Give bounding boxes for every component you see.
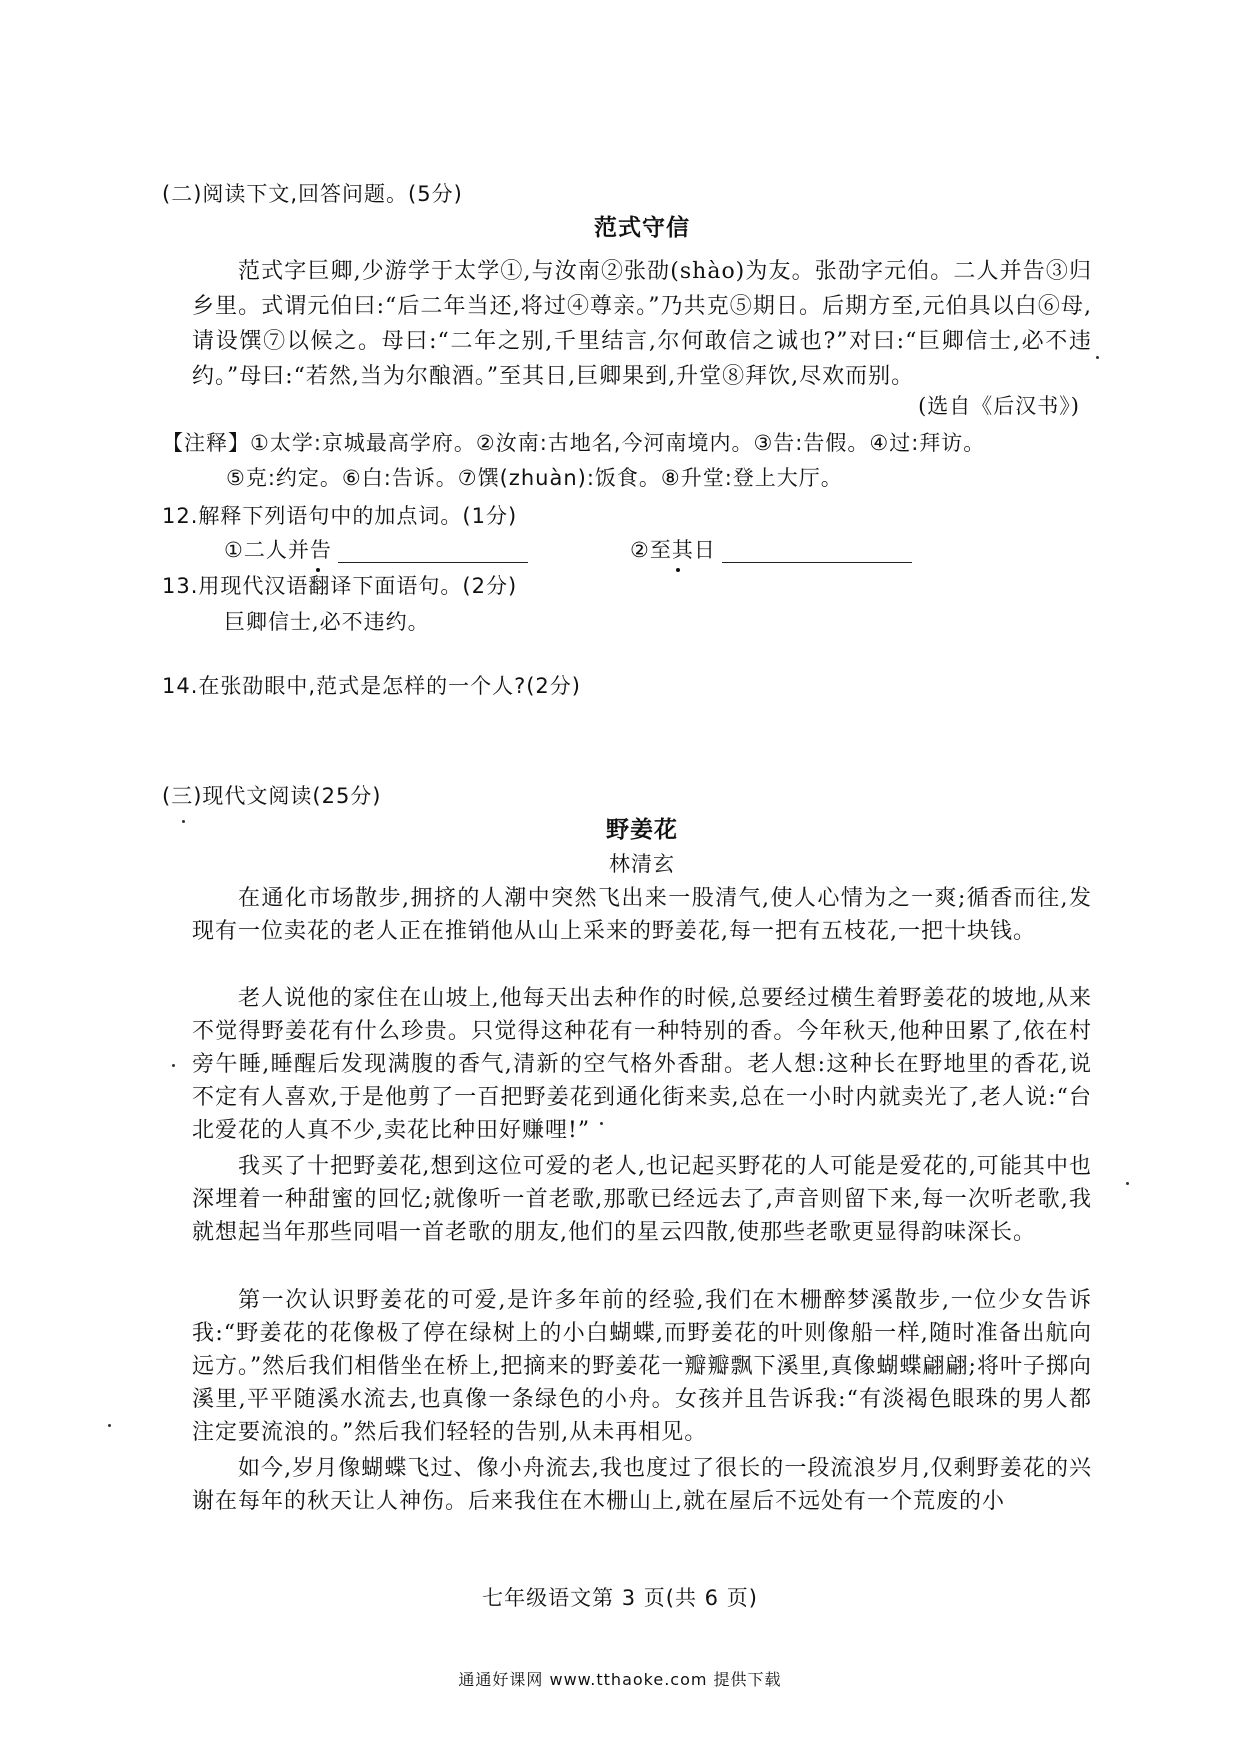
download-credit: 通通好课网 www.tthaoke.com 提供下载: [458, 1670, 782, 1689]
section3-heading: (三)现代文阅读(25分): [162, 784, 382, 808]
q12-answer-blank-1[interactable]: [338, 536, 528, 563]
scan-speck: [600, 1122, 603, 1125]
section2-source: (选自《后汉书》): [918, 394, 1080, 418]
question-14: 14.在张劭眼中,范式是怎样的一个人?(2分): [162, 674, 581, 698]
scan-speck: [1096, 356, 1099, 359]
section3-title: 野姜花: [606, 816, 678, 843]
article-paragraph-5: 如今,岁月像蝴蝶飞过、像小舟流去,我也度过了很长的一段流浪岁月,仅剩野姜花的兴谢在每年的秋天让人神伤。后来我住在木栅山上,就在屋后不远处有一个荒废的小: [192, 1456, 1092, 1514]
question-13-sentence: 巨卿信士,必不违约。: [224, 610, 430, 634]
q12-item2-label: ②至其日: [630, 538, 716, 562]
q12-answer-blank-2[interactable]: [722, 536, 912, 563]
question-12-item1: [224, 532, 624, 568]
scan-speck: [182, 820, 185, 823]
section2-passage: 范式字巨卿,少游学于太学①,与汝南②张劭(shào)为友。张劭字元伯。二人并告③归乡里。式谓元伯曰:“后二年当还,将过④尊亲。”乃共克⑤期日。后期方至,元伯具以白⑥母,请设馔⑦以候之。母曰:“二年之别,千里结言,尔何敢信之诚也?”对曰:“巨卿信士,必不违约。”母曰:“若然,当为尔酿酒。”至其日,巨卿果到,升堂⑧拜饮,尽欢而别。: [192, 259, 1092, 389]
question-12-item2: [630, 532, 1030, 568]
section2-heading: (二)阅读下文,回答问题。(5分): [162, 182, 463, 206]
section3-author: 林清玄: [609, 852, 675, 876]
scan-speck: [1126, 1182, 1129, 1185]
question-12: 12.解释下列语句中的加点词。(1分): [162, 504, 518, 528]
section2-notes-line1: 【注释】①太学:京城最高学府。②汝南:古地名,今河南境内。③告:告假。④过:拜访。: [162, 431, 986, 455]
q12-item1-label: ①二人并告: [224, 538, 332, 562]
section2-title: 范式守信: [594, 214, 690, 241]
question-13: 13.用现代汉语翻译下面语句。(2分): [162, 574, 518, 598]
scan-speck: [172, 1064, 175, 1067]
page-footer: 七年级语文第 3 页(共 6 页): [482, 1586, 758, 1610]
article-paragraph-4: 第一次认识野姜花的可爱,是许多年前的经验,我们在木栅醉梦溪散步,一位少女告诉我:“野姜花的花像极了停在绿树上的小白蝴蝶,而野姜花的叶则像船一样,随时准备出航向远方。”然后我们相偕坐在桥上,把摘来的野姜花一瓣瓣飘下溪里,真像蝴蝶翩翩;将叶子掷向溪里,平平随溪水流去,也真像一条绿色的小舟。女孩并且告诉我:“有淡褐色眼珠的男人都注定要流浪的。”然后我们轻轻的告别,从未再相见。: [192, 1288, 1092, 1445]
section2-notes-line2: ⑤克:约定。⑥白:告诉。⑦馔(zhuàn):饭食。⑧升堂:登上大厅。: [226, 466, 843, 490]
article-paragraph-3: 我买了十把野姜花,想到这位可爱的老人,也记起买野花的人可能是爱花的,可能其中也深埋着一种甜蜜的回忆;就像听一首老歌,那歌已经远去了,声音则留下来,每一次听老歌,我就想起当年那些同唱一首老歌的朋友,他们的星云四散,使那些老歌更显得韵味深长。: [192, 1154, 1092, 1245]
article-paragraph-2: 老人说他的家住在山坡上,他每天出去种作的时候,总要经过横生着野姜花的坡地,从来不觉得野姜花有什么珍贵。只觉得这种花有一种特别的香。今年秋天,他种田累了,依在村旁午睡,睡醒后发现满腹的香气,清新的空气格外香甜。老人想:这种长在野地里的香花,说不定有人喜欢,于是他剪了一百把野姜花到通化街来卖,总在一小时内就卖光了,老人说:“台北爱花的人真不少,卖花比种田好赚哩!”: [192, 986, 1092, 1143]
article-paragraph-1: 在通化市场散步,拥挤的人潮中突然飞出来一股清气,使人心情为之一爽;循香而往,发现有一位卖花的老人正在推销他从山上采来的野姜花,每一把有五枝花,一把十块钱。: [192, 886, 1092, 944]
scan-speck: [108, 1424, 111, 1427]
